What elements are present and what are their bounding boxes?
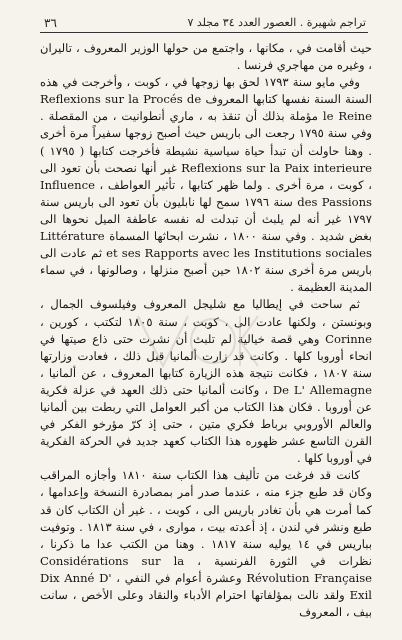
watermark-stamp: [118, 296, 268, 386]
page-number: ٣٦: [44, 16, 57, 30]
running-header: [44, 12, 366, 34]
paragraph-3: ثم ساحت في إيطاليا مع شليجل المعروف وفيلسوف الجمال ، وبونستن ، ولكنها عادت الى ، كوبت ، سنة ١٨٠٥ لتكتب ، كورين ، Corinne وهي قصة خيالية لم تلبث أن نشرت حتى ذاع صيتها في انحاء أوروبا كلها . وكانت قد زارت ألمانيا قبل ذلك ، فعادت وزارتها سنة ١٨٠٧ ، فكانت نتيجة هذه الزيارة كتابها المعروف ، عن ألمانيا ، De L' Allemagne ، وكانت ألمانيا حتى ذلك العهد في عزلة فكرية عن أوروبا . فكان هذا الكتاب من أكبر العوامل التي ربطت بين ألمانيا والعالم الأوروبي برباط فكري متين ، حتى إذ كرّ مؤرخو الفكر في القرن التاسع عشر ظهوره هذا الكتاب كعهد جديد في الحركة الفكرية في أوروبا كلها .: [40, 297, 373, 466]
paragraph-4: كانت قد فرغت من تأليف هذا الكتاب سنة ١٨١٠ وأجازه المراقب وكان قد طبع جزء منه ، عندما صدر أمر بمصادرة النسخة وإعدامها ، كما أمرت هي بأن تغادر باريس الى ، كوبت ، . غير أن الكتاب كان قد طبع ونشر في لندن ، إذ أعدته بيت ، موارى ، في سنة ١٨١٣ . وتوفيت بباريس في ١٤ يوليه سنة ١٨١٧ . وهنا من الكتب عدا ما ذكرنا ، نظرات في الثورة الفرنسية ، Considérations sur la Révolution Française وعشرة أعوام في النفي ، Dix Anné D' Exil ولقد نالت بمؤلفاتها احترام الأدباء والنقاد وعلى الأخص ، سانت بيف ، المعروف: [40, 468, 373, 620]
running-title: تراجم شهيرة . العصور العدد ٣٤ مجلد ٧: [187, 16, 366, 29]
paragraph-1: حيث أقامت في ، مكانها ، واجتمع من حولها الوزير المعروف ، تاليران ، وغيره من مهاجري فرنسا .: [40, 41, 372, 73]
paragraph-2: وفي مايو سنة ١٧٩٣ لحق بها زوجها في ، كوبت ، وأخرجت في هذه السنة السنة نفسها كتابها المعروف Reflexions sur la Procés de le Reine مؤملة بذلك أن تنقذ به ، ماري أنطوانيت ، من المقصلة . وفي سنة ١٧٩٥ رجعت الى باريس حيث أصبح زوجها سفيراً مرة أخرى . وهنا حاولت أن تبدأ حياة سياسية نشيطة فأخرجت كتابها ( ١٧٩٥ ) Reflexions sur la Paix interieure غير أنها نصحت بأن تعود الى ، كوبت ، مرة أخرى . ولما ظهر كتابها ، تأثير العواطف ، Influence des Passions سنة ١٧٩٦ سمح لها نابليون بأن تعود الى باريس سنة ١٧٩٧ غير أنه لم يلبث أن تبدلت له نفسه عاطفة الميل نحوها الى بغض شديد . وفي سنة ١٨٠٠ ، نشرت ابحاثها المسماة Littérature et ses Rapports avec les Institutions sociales ثم عادت الى باريس مرة أخرى سنة ١٨٠٢ حين أصبح منزلها ، وصالونها ، في سماء المدينة العظيمة .: [40, 75, 372, 295]
header-rule: [40, 32, 368, 33]
